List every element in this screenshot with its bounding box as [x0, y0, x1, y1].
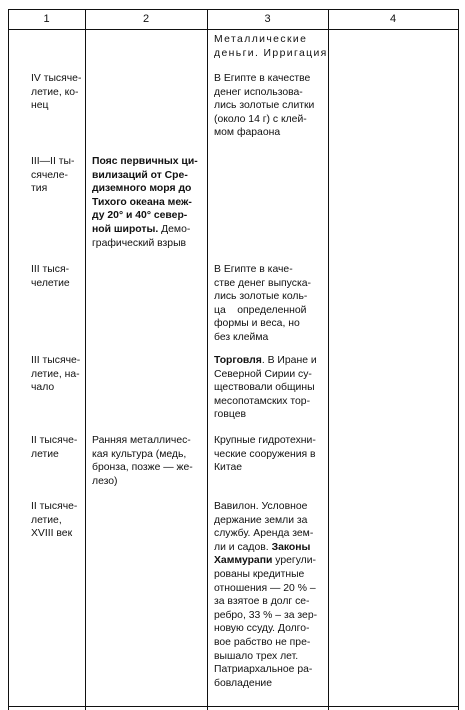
- table-border-bottom: [8, 706, 459, 707]
- cell-text: деньги. Ирригация: [214, 47, 328, 59]
- cell-text: бронза, позже — же-: [92, 462, 193, 474]
- cell-text: Демо-: [158, 223, 191, 235]
- cell-text: ществовали общины: [214, 382, 315, 394]
- cell-line: [214, 113, 326, 127]
- bold-text: Хаммурапи: [214, 555, 273, 567]
- table-border-left: [8, 9, 9, 710]
- row-5-col3: [214, 434, 326, 475]
- cell-line: [214, 408, 326, 422]
- cell-line: [214, 72, 326, 86]
- cell-text: ребро, 33 % – за зер-: [214, 609, 318, 621]
- cell-text: ческие сооружения в: [214, 448, 316, 460]
- cell-text: за взятое в долг се-: [214, 596, 310, 608]
- cell-line: [214, 86, 326, 100]
- cell-text: лись золотые коль-: [214, 291, 308, 303]
- bold-text: ду 20° и 40° север-: [92, 210, 188, 222]
- cell-text: месопотамских тор-: [214, 395, 311, 407]
- column-header-2: 2: [142, 13, 150, 25]
- cell-text: (около 14 г) с клей-: [214, 113, 307, 125]
- cell-line: [92, 169, 204, 183]
- cell-line: [214, 368, 326, 382]
- row-5-date: II тысяче- летие: [31, 435, 78, 460]
- cell-line: [214, 541, 326, 555]
- cell-text: без клейма: [214, 331, 269, 343]
- cell-line: [214, 263, 326, 277]
- cell-text: Патриархальное ра-: [214, 664, 313, 676]
- cell-text: держание земли за: [214, 514, 308, 526]
- cell-text: графический взрыв: [92, 237, 187, 249]
- cell-line: [214, 595, 326, 609]
- cell-text: бовладение: [214, 677, 273, 689]
- cell-text: Китае: [214, 462, 243, 474]
- column-header-1: 1: [43, 13, 50, 25]
- table-border-right: [458, 9, 459, 710]
- cell-line: [214, 636, 326, 650]
- bold-text: Законы: [271, 541, 311, 553]
- row-1-date: IV тысяче- летие, ко- нец: [31, 73, 82, 112]
- bold-text: Пояс первичных ци-: [92, 156, 198, 167]
- cell-text: Вавилон. Условное: [214, 501, 308, 512]
- column-header-3: 3: [264, 13, 271, 25]
- cell-text: Северной Сирии су-: [214, 368, 312, 380]
- cell-line: [214, 290, 326, 304]
- cell-line: [214, 663, 326, 677]
- cell-text: формы и веса, но: [214, 318, 300, 330]
- row-0-col3: [214, 33, 326, 60]
- bold-text: вилизаций от Сре-: [92, 169, 188, 181]
- cell-line: [214, 304, 326, 318]
- row-5-col2: [92, 434, 204, 488]
- bold-text: ной широты.: [92, 223, 159, 235]
- row-6-date: II тысяче- летие, XVIII век: [31, 501, 78, 540]
- cell-line: [92, 182, 204, 196]
- cell-line: [214, 568, 326, 582]
- cell-text: Металлические: [214, 34, 308, 45]
- cell-text: мом фараона: [214, 127, 281, 139]
- column-divider: [328, 9, 329, 710]
- cell-line: [214, 582, 326, 596]
- cell-line: [214, 677, 326, 691]
- cell-line: [92, 196, 204, 210]
- cell-line: [92, 434, 204, 448]
- bold-text: диземного моря до: [92, 183, 192, 195]
- cell-text: рованы кредитные: [214, 568, 305, 580]
- cell-line: [214, 381, 326, 395]
- cell-line: [214, 47, 326, 61]
- cell-line: [92, 155, 204, 169]
- cell-line: [214, 500, 326, 514]
- header-divider: [8, 29, 459, 30]
- row-6-col3: [214, 500, 326, 690]
- cell-line: [214, 277, 326, 291]
- column-header-4: 4: [389, 13, 397, 25]
- cell-line: [214, 126, 326, 140]
- cell-line: [92, 461, 204, 475]
- cell-text: лись золотые слитки: [214, 100, 315, 112]
- column-divider: [85, 9, 86, 710]
- cell-line: [214, 395, 326, 409]
- cell-line: [214, 99, 326, 113]
- cell-line: [214, 33, 326, 47]
- cell-line: [92, 209, 204, 223]
- cell-text: Ранняя металличес-: [92, 435, 191, 446]
- cell-text: вышало трех лет.: [214, 650, 299, 662]
- cell-text: В Египте в каче-: [214, 264, 293, 275]
- cell-line: [214, 650, 326, 664]
- cell-line: [214, 622, 326, 636]
- cell-text: отношения — 20 % –: [214, 582, 316, 594]
- cell-line: [214, 514, 326, 528]
- cell-line: [92, 475, 204, 489]
- cell-text: денег использова-: [214, 86, 303, 98]
- bold-text: Тихого океана меж-: [92, 196, 192, 208]
- cell-text: . В Иране и: [261, 355, 317, 366]
- cell-line: [214, 461, 326, 475]
- cell-line: [214, 434, 326, 448]
- cell-text: вое рабство не пре-: [214, 636, 311, 648]
- row-4-col3: [214, 354, 326, 422]
- column-divider: [207, 9, 208, 710]
- row-4-date: III тысяче- летие, на- чало: [31, 355, 81, 394]
- cell-line: [214, 609, 326, 623]
- cell-line: [92, 237, 204, 251]
- row-3-date: III тыся- челетие: [31, 264, 70, 289]
- row-1-col3: [214, 72, 326, 140]
- row-3-col3: [214, 263, 326, 345]
- row-2-col2: [92, 155, 204, 250]
- cell-text: ца определенной: [214, 304, 307, 316]
- cell-text: службу. Аренда зем-: [214, 528, 314, 540]
- cell-line: [214, 354, 326, 368]
- cell-line: [214, 554, 326, 568]
- cell-line: [92, 223, 204, 237]
- cell-line: [214, 317, 326, 331]
- cell-line: [92, 448, 204, 462]
- cell-text: лезо): [92, 475, 118, 487]
- cell-line: [214, 331, 326, 345]
- row-2-date: III—II ты- сячеле- тия: [31, 156, 75, 195]
- cell-text: урегули-: [272, 555, 316, 567]
- cell-line: [214, 527, 326, 541]
- cell-line: [214, 448, 326, 462]
- bold-text: Торговля: [214, 355, 262, 366]
- cell-text: ли и садов.: [214, 541, 272, 553]
- cell-text: кая культура (медь,: [92, 448, 187, 460]
- cell-text: В Египте в качестве: [214, 73, 311, 84]
- cell-text: новую ссуду. Долго-: [214, 623, 310, 635]
- cell-text: стве денег выпуска-: [214, 277, 311, 289]
- cell-text: говцев: [214, 409, 246, 421]
- cell-text: Крупные гидротехни-: [214, 435, 316, 446]
